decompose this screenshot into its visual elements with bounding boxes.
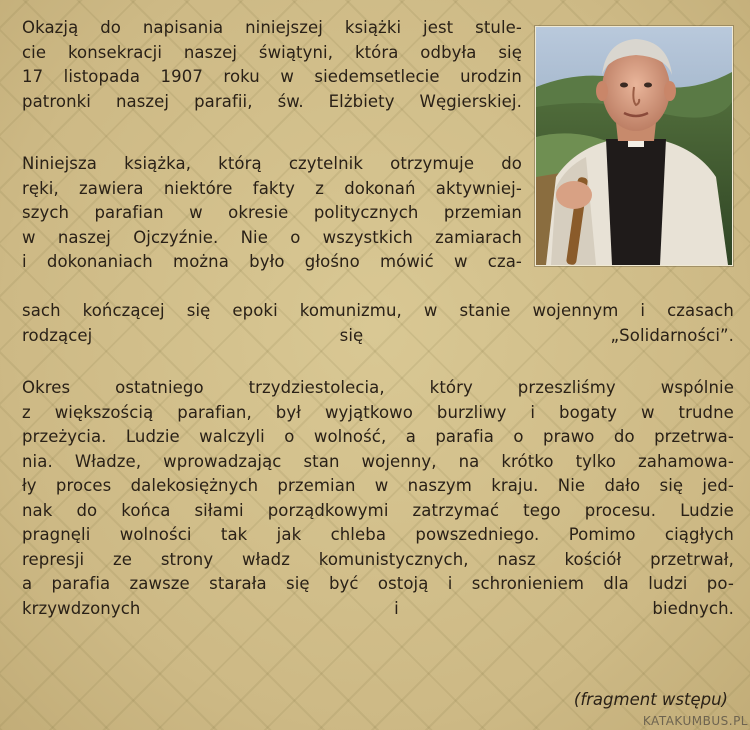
paragraph-history bbox=[22, 376, 734, 621]
text-line: patronki naszej parafii, św. Elżbiety Węgierskiej. bbox=[22, 91, 522, 111]
text-line: Okazją do napisania niniejszej książki jest stule- bbox=[22, 18, 522, 37]
text-line: ręki, zawiera niektóre fakty z dokonań aktywniej- bbox=[22, 178, 522, 198]
text-line: i dokonaniach można było głośno mówić w cza- bbox=[22, 252, 522, 271]
text-line: cie konsekracji naszej świątyni, która odbyła się bbox=[22, 42, 522, 62]
paragraph-book-content-continued bbox=[22, 299, 734, 348]
text-line: ły proces dalekosiężnych przemian w naszym kraju. Nie dało się jed- bbox=[22, 476, 734, 495]
text-line: w naszej Ojczyźnie. Nie o wszystkich zamiarach bbox=[22, 227, 522, 247]
text-line: sach kończącej się epoki komunizmu, w stanie wojennym i czasach bbox=[22, 301, 734, 320]
text-line: z większością parafian, był wyjątkowo burzliwy i bogaty w trudne bbox=[22, 402, 734, 422]
text-line: przeżycia. Ludzie walczyli o wolność, a parafia o prawo do przetrwa- bbox=[22, 427, 734, 446]
text-line: Niniejsza książka, którą czytelnik otrzymuje do bbox=[22, 154, 522, 173]
text-line: pragnęli wolności tak jak chleba powszedniego. Pomimo ciągłych bbox=[22, 525, 734, 544]
credit-caption: (fragment wstępu) bbox=[573, 690, 728, 709]
text-line: rodzącej się „Solidarności”. bbox=[22, 325, 734, 345]
text-line: a parafia zawsze starała się być ostoją i schronieniem dla ludzi po- bbox=[22, 574, 734, 593]
watermark: KATAKUMBUS.PL bbox=[642, 714, 748, 728]
text-line: szych parafian w okresie politycznych przemian bbox=[22, 203, 522, 222]
priest-portrait-photo bbox=[535, 26, 733, 266]
paragraph-intro bbox=[22, 16, 522, 114]
text-line: 17 listopada 1907 roku w siedemsetlecie urodzin bbox=[22, 67, 522, 86]
portrait-illustration bbox=[536, 27, 732, 265]
paragraph-book-content bbox=[22, 152, 522, 275]
text-line: krzywdzonych i biednych. bbox=[22, 598, 734, 618]
text-line: Okres ostatniego trzydziestolecia, który przeszliśmy wspólnie bbox=[22, 378, 734, 397]
text-line: nia. Władze, wprowadzając stan wojenny, na krótko tylko zahamowa- bbox=[22, 451, 734, 471]
text-line: represji ze strony władz komunistycznych, nasz kościół przetrwał, bbox=[22, 549, 734, 569]
text-line: nak do końca siłami porządkowymi zatrzymać tego procesu. Ludzie bbox=[22, 500, 734, 520]
